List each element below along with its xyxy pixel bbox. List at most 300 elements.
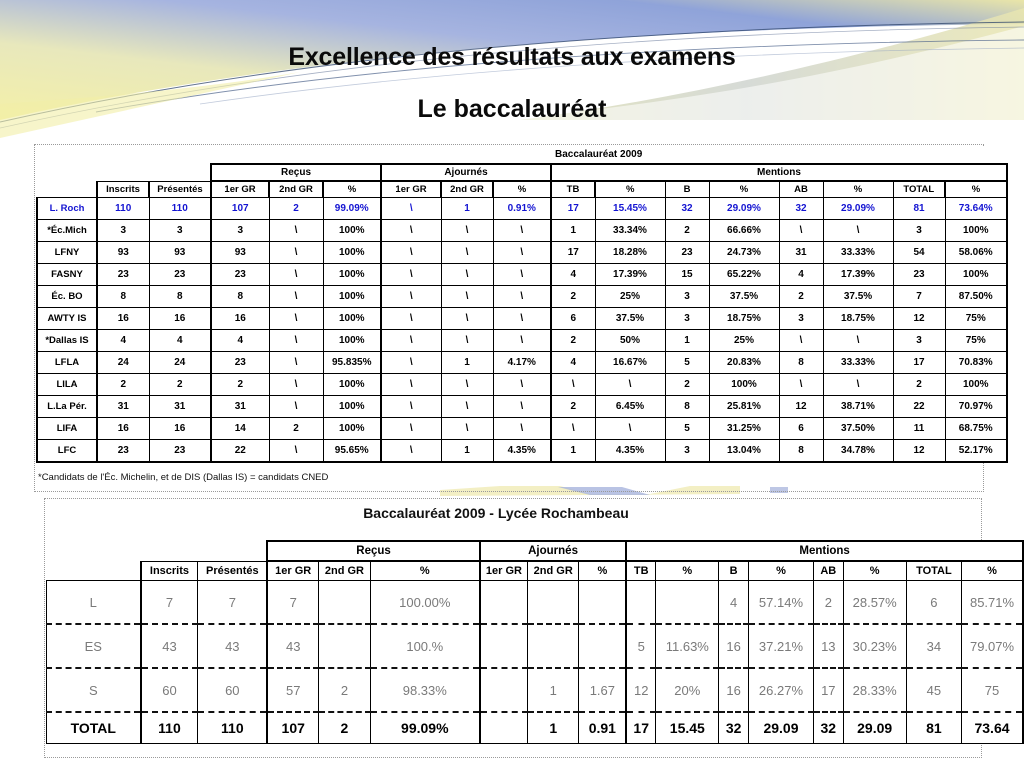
cell-ajournes-1er: [480, 668, 528, 712]
cell-ajournes-1er: \: [381, 286, 441, 308]
cell-ab: 31: [779, 242, 823, 264]
cell-b: 3: [665, 440, 709, 463]
table-row: [37, 198, 1007, 220]
cell-ab-pct: 34.78%: [823, 440, 893, 463]
cell-recus-2nd: \: [269, 330, 323, 352]
t2-group-blank-presentes: [198, 541, 267, 561]
cell-b-pct: 37.21%: [748, 624, 813, 668]
table-row: [37, 396, 1007, 418]
cell-tb-pct: 15.45%: [595, 198, 665, 220]
cell-school: LILA: [37, 374, 97, 396]
cell-recus-1er: 57: [267, 668, 318, 712]
cell-tb-pct: 6.45%: [595, 396, 665, 418]
cell-b-pct: 29.09%: [709, 198, 779, 220]
cell-ab: 12: [779, 396, 823, 418]
t2-group-header-recus: Reçus: [267, 541, 480, 561]
cell-ajournes-1er: \: [381, 352, 441, 374]
cell-presentes: 3: [149, 220, 211, 242]
cell-recus-1er: 93: [211, 242, 269, 264]
t2-col-header-b-pct: %: [748, 561, 813, 581]
cell-recus-pct: 100%: [323, 264, 381, 286]
cell-inscrits: 60: [141, 668, 198, 712]
cell-inscrits: 7: [141, 581, 198, 625]
cell-recus-2nd: \: [269, 286, 323, 308]
cell-b-pct: 29.09: [748, 712, 813, 744]
cell-presentes: 24: [149, 352, 211, 374]
col-header-recus-1er: 1er GR: [211, 181, 269, 198]
cell-total-pct: 79.07%: [962, 624, 1023, 668]
col-header-inscrits: Inscrits: [97, 181, 149, 198]
cell-tb-pct: 11.63%: [656, 624, 719, 668]
table-row: [37, 374, 1007, 396]
cell-inscrits: 4: [97, 330, 149, 352]
cell-ajournes-2nd: \: [441, 330, 493, 352]
cell-b-pct: 25.81%: [709, 396, 779, 418]
cell-ab-pct: 29.09%: [823, 198, 893, 220]
cell-presentes: 23: [149, 440, 211, 463]
cell-tb: 6: [551, 308, 595, 330]
cell-recus-pct: 100%: [323, 374, 381, 396]
cell-ajournes-1er: \: [381, 418, 441, 440]
cell-recus-2nd: 2: [319, 712, 371, 744]
cell-b: 16: [719, 624, 748, 668]
cell-recus-2nd: \: [269, 264, 323, 286]
cell-school: L. Roch: [37, 198, 97, 220]
cell-ajournes-pct: \: [493, 286, 551, 308]
cell-b-pct: 100%: [709, 374, 779, 396]
cell-ajournes-pct: [579, 624, 626, 668]
cell-tb: 12: [626, 668, 655, 712]
cell-ajournes-2nd: \: [441, 242, 493, 264]
cell-tb-pct: 16.67%: [595, 352, 665, 374]
cell-ab-pct: 29.09: [843, 712, 906, 744]
cell-school: LIFA: [37, 418, 97, 440]
cell-total-pct: 100%: [945, 264, 1007, 286]
cell-total-pct: 85.71%: [962, 581, 1023, 625]
cell-presentes: 43: [198, 624, 267, 668]
cell-recus-2nd: 2: [269, 198, 323, 220]
cell-ab: \: [779, 330, 823, 352]
cell-ajournes-pct: [579, 581, 626, 625]
cell-b: 15: [665, 264, 709, 286]
cell-serie: L: [47, 581, 141, 625]
cell-ajournes-2nd: \: [441, 396, 493, 418]
cell-presentes: 110: [149, 198, 211, 220]
cell-recus-1er: 43: [267, 624, 318, 668]
cell-recus-pct: 100.%: [370, 624, 480, 668]
col-header-recus-pct: %: [323, 181, 381, 198]
cell-b-pct: 13.04%: [709, 440, 779, 463]
cell-recus-1er: 22: [211, 440, 269, 463]
table-row: [37, 220, 1007, 242]
cell-total-pct: 52.17%: [945, 440, 1007, 463]
table1-caption: Baccalauréat 2009: [555, 149, 643, 160]
cell-total-pct: 100%: [945, 374, 1007, 396]
cell-ab-pct: 17.39%: [823, 264, 893, 286]
cell-inscrits: 23: [97, 440, 149, 463]
group-header-ajournes: Ajournés: [381, 164, 551, 181]
col-header-ajournes-pct: %: [493, 181, 551, 198]
cell-ajournes-pct: \: [493, 308, 551, 330]
cell-inscrits: 110: [97, 198, 149, 220]
cell-b-pct: 20.83%: [709, 352, 779, 374]
cell-tb: \: [551, 418, 595, 440]
col-header-b-pct: %: [709, 181, 779, 198]
cell-recus-pct: 95.65%: [323, 440, 381, 463]
cell-ab: 8: [779, 440, 823, 463]
table-row: [37, 440, 1007, 463]
col-header-ajournes-1er: 1er GR: [381, 181, 441, 198]
cell-ajournes-pct: \: [493, 374, 551, 396]
cell-inscrits: 23: [97, 264, 149, 286]
cell-ajournes-1er: [480, 581, 528, 625]
cell-ajournes-1er: \: [381, 330, 441, 352]
table-row: [37, 418, 1007, 440]
table-row: [47, 712, 1024, 744]
cell-recus-pct: 100%: [323, 418, 381, 440]
cell-tb-pct: \: [595, 374, 665, 396]
col-header-ab-pct: %: [823, 181, 893, 198]
cell-ajournes-2nd: 1: [527, 712, 579, 744]
cell-ajournes-1er: \: [381, 440, 441, 463]
cell-serie: S: [47, 668, 141, 712]
cell-inscrits: 3: [97, 220, 149, 242]
cell-b-pct: 66.66%: [709, 220, 779, 242]
cell-total: 12: [893, 308, 945, 330]
t2-col-header-tb: TB: [626, 561, 655, 581]
cell-ajournes-2nd: \: [441, 308, 493, 330]
cell-ab-pct: 38.71%: [823, 396, 893, 418]
cell-presentes: 16: [149, 418, 211, 440]
cell-total-pct: 58.06%: [945, 242, 1007, 264]
cell-tb: 1: [551, 220, 595, 242]
cell-total-pct: 73.64%: [945, 198, 1007, 220]
cell-ajournes-pct: \: [493, 418, 551, 440]
cell-recus-pct: 100%: [323, 220, 381, 242]
cell-ajournes-2nd: [527, 581, 579, 625]
cell-presentes: 23: [149, 264, 211, 286]
table2-title: Baccalauréat 2009 - Lycée Rochambeau: [363, 505, 629, 521]
cell-presentes: 2: [149, 374, 211, 396]
table1-caption-row: [37, 146, 1007, 164]
cell-ajournes-1er: \: [381, 396, 441, 418]
cell-ajournes-2nd: 1: [527, 668, 579, 712]
cell-ajournes-2nd: 1: [441, 198, 493, 220]
cell-tb: 2: [551, 286, 595, 308]
slide-titles: [0, 44, 1024, 123]
cell-total: 3: [893, 220, 945, 242]
cell-ajournes-pct: \: [493, 242, 551, 264]
cell-tb: 2: [551, 396, 595, 418]
cell-b-pct: 31.25%: [709, 418, 779, 440]
cell-ab-pct: 37.50%: [823, 418, 893, 440]
group-header-recus: Reçus: [211, 164, 381, 181]
cell-inscrits: 31: [97, 396, 149, 418]
cell-recus-2nd: \: [269, 396, 323, 418]
cell-recus-1er: 31: [211, 396, 269, 418]
cell-b: 8: [665, 396, 709, 418]
cell-b: 1: [665, 330, 709, 352]
cell-tb-pct: 4.35%: [595, 440, 665, 463]
col-header-recus-2nd: 2nd GR: [269, 181, 323, 198]
t2-group-blank-serie: [47, 541, 141, 561]
cell-b-pct: 37.5%: [709, 286, 779, 308]
group-header-mentions: Mentions: [551, 164, 1007, 181]
cell-ab-pct: 28.33%: [843, 668, 906, 712]
t2-col-header-total: TOTAL: [906, 561, 961, 581]
cell-ab: 6: [779, 418, 823, 440]
cell-recus-2nd: \: [269, 242, 323, 264]
cell-tb: 17: [551, 242, 595, 264]
cell-b-pct: 65.22%: [709, 264, 779, 286]
cell-total-pct: 68.75%: [945, 418, 1007, 440]
cell-tb: 17: [626, 712, 655, 744]
cell-recus-2nd: \: [269, 220, 323, 242]
cell-tb-pct: 33.34%: [595, 220, 665, 242]
cell-total: 12: [893, 440, 945, 463]
t2-col-header-presentes: Présentés: [198, 561, 267, 581]
cell-b-pct: 26.27%: [748, 668, 813, 712]
cell-recus-1er: 23: [211, 352, 269, 374]
group-blank-presentes: [149, 164, 211, 181]
cell-tb: 5: [626, 624, 655, 668]
cell-b: 3: [665, 286, 709, 308]
cell-ajournes-pct: 4.35%: [493, 440, 551, 463]
col-header-ajournes-2nd: 2nd GR: [441, 181, 493, 198]
cell-recus-1er: 7: [267, 581, 318, 625]
cell-ajournes-1er: \: [381, 374, 441, 396]
cell-recus-1er: 16: [211, 308, 269, 330]
cell-inscrits: 16: [97, 418, 149, 440]
cell-total-pct: 75%: [945, 308, 1007, 330]
t2-col-header-ajournes-2nd: 2nd GR: [527, 561, 579, 581]
cell-b: 23: [665, 242, 709, 264]
cell-ab-pct: 28.57%: [843, 581, 906, 625]
col-header-ab: AB: [779, 181, 823, 198]
col-header-total-pct: %: [945, 181, 1007, 198]
cell-school: *Éc.Mich: [37, 220, 97, 242]
t2-group-header-ajournes: Ajournés: [480, 541, 626, 561]
cell-total: 3: [893, 330, 945, 352]
cell-ajournes-2nd: \: [441, 264, 493, 286]
cell-ajournes-1er: [480, 624, 528, 668]
cell-school: *Dallas IS: [37, 330, 97, 352]
cell-b: 32: [719, 712, 748, 744]
cell-presentes: 110: [198, 712, 267, 744]
cell-total: 2: [893, 374, 945, 396]
cell-presentes: 16: [149, 308, 211, 330]
cell-ab-pct: 30.23%: [843, 624, 906, 668]
cell-total-pct: 75: [962, 668, 1023, 712]
cell-recus-pct: 99.09%: [323, 198, 381, 220]
t2-group-blank-inscrits: [141, 541, 198, 561]
cell-inscrits: 8: [97, 286, 149, 308]
cell-recus-pct: 99.09%: [370, 712, 480, 744]
cell-presentes: 4: [149, 330, 211, 352]
cell-total: 17: [893, 352, 945, 374]
cell-tb-pct: 17.39%: [595, 264, 665, 286]
t2-col-header-ajournes-pct: %: [579, 561, 626, 581]
cell-recus-1er: 4: [211, 330, 269, 352]
table-row: [37, 352, 1007, 374]
cell-tb: \: [551, 374, 595, 396]
cell-b-pct: 25%: [709, 330, 779, 352]
table2-container: [46, 540, 1024, 744]
cell-recus-pct: 98.33%: [370, 668, 480, 712]
caption-spacer: [37, 146, 551, 164]
cell-recus-pct: 100.00%: [370, 581, 480, 625]
t2-group-header-mentions: Mentions: [626, 541, 1023, 561]
cell-ab: 32: [779, 198, 823, 220]
cell-ajournes-pct: 4.17%: [493, 352, 551, 374]
cell-b: 2: [665, 220, 709, 242]
cell-total: 7: [893, 286, 945, 308]
t2-col-header-recus-pct: %: [370, 561, 480, 581]
cell-recus-2nd: \: [269, 352, 323, 374]
cell-b: 4: [719, 581, 748, 625]
cell-inscrits: 43: [141, 624, 198, 668]
cell-inscrits: 24: [97, 352, 149, 374]
cell-presentes: 8: [149, 286, 211, 308]
cell-ab: 17: [814, 668, 843, 712]
cell-ajournes-1er: \: [381, 198, 441, 220]
bac-2009-rochambeau-table: [46, 540, 1024, 744]
cell-b-pct: 24.73%: [709, 242, 779, 264]
cell-recus-2nd: 2: [319, 668, 371, 712]
col-header-tb-pct: %: [595, 181, 665, 198]
cell-total: 54: [893, 242, 945, 264]
cell-recus-1er: 8: [211, 286, 269, 308]
cell-tb: [626, 581, 655, 625]
cell-school: LFLA: [37, 352, 97, 374]
cell-tb-pct: 25%: [595, 286, 665, 308]
cell-total-pct: 75%: [945, 330, 1007, 352]
bac-2009-by-school-table: [36, 146, 1008, 463]
cell-total: 6: [906, 581, 961, 625]
cell-ab-pct: 33.33%: [823, 352, 893, 374]
cell-tb: 17: [551, 198, 595, 220]
cell-total-pct: 87.50%: [945, 286, 1007, 308]
cell-ab-pct: \: [823, 330, 893, 352]
cell-ab-pct: 37.5%: [823, 286, 893, 308]
cell-inscrits: 93: [97, 242, 149, 264]
cell-ab: 32: [814, 712, 843, 744]
cell-ab: \: [779, 374, 823, 396]
t2-col-header-ab: AB: [814, 561, 843, 581]
cell-ajournes-pct: 0.91%: [493, 198, 551, 220]
cell-total: 11: [893, 418, 945, 440]
cell-total-pct: 100%: [945, 220, 1007, 242]
cell-b-pct: 18.75%: [709, 308, 779, 330]
cell-ajournes-2nd: \: [441, 418, 493, 440]
cell-ab-pct: \: [823, 220, 893, 242]
cell-total: 81: [906, 712, 961, 744]
table-row: [37, 330, 1007, 352]
cell-b: 32: [665, 198, 709, 220]
cell-inscrits: 16: [97, 308, 149, 330]
t2-col-header-recus-1er: 1er GR: [267, 561, 318, 581]
cell-ajournes-2nd: \: [441, 286, 493, 308]
col-header-presentes: Présentés: [149, 181, 211, 198]
cell-ajournes-2nd: [527, 624, 579, 668]
t2-col-header-ab-pct: %: [843, 561, 906, 581]
cell-ajournes-2nd: 1: [441, 440, 493, 463]
cell-ajournes-pct: \: [493, 330, 551, 352]
cell-ajournes-1er: \: [381, 264, 441, 286]
page-title: Excellence des résultats aux examens: [288, 43, 736, 71]
cell-tb-pct: \: [595, 418, 665, 440]
cell-recus-1er: 3: [211, 220, 269, 242]
cell-b-pct: 57.14%: [748, 581, 813, 625]
cell-ab: 13: [814, 624, 843, 668]
cell-ajournes-2nd: \: [441, 220, 493, 242]
cell-school: LFC: [37, 440, 97, 463]
cell-school: L.La Pér.: [37, 396, 97, 418]
cell-ab: 3: [779, 308, 823, 330]
cell-total: 45: [906, 668, 961, 712]
cell-b: 3: [665, 308, 709, 330]
cell-recus-1er: 2: [211, 374, 269, 396]
cell-ab: 2: [779, 286, 823, 308]
cell-ajournes-pct: \: [493, 396, 551, 418]
cell-serie: ES: [47, 624, 141, 668]
cell-ab: 4: [779, 264, 823, 286]
cell-recus-pct: 100%: [323, 286, 381, 308]
cell-recus-pct: 100%: [323, 242, 381, 264]
col-header-school: [37, 181, 97, 198]
t2-col-header-recus-2nd: 2nd GR: [319, 561, 371, 581]
cell-total-pct: 73.64: [962, 712, 1023, 744]
cell-ab: \: [779, 220, 823, 242]
cell-ab-pct: 18.75%: [823, 308, 893, 330]
cell-b: 16: [719, 668, 748, 712]
cell-ajournes-1er: [480, 712, 528, 744]
cell-tb-pct: 37.5%: [595, 308, 665, 330]
cell-b: 5: [665, 352, 709, 374]
cell-b: 2: [665, 374, 709, 396]
cell-ajournes-pct: \: [493, 264, 551, 286]
page-subtitle: Le baccalauréat: [417, 94, 607, 123]
cell-ajournes-pct: 0.91: [579, 712, 626, 744]
table-row: [37, 286, 1007, 308]
cell-total: 22: [893, 396, 945, 418]
table-row: [37, 308, 1007, 330]
cell-inscrits: 110: [141, 712, 198, 744]
cell-total: 81: [893, 198, 945, 220]
table-row: [47, 668, 1024, 712]
table1-header-row: [37, 181, 1007, 198]
cell-recus-1er: 14: [211, 418, 269, 440]
table1-container: [36, 146, 1008, 463]
table2-group-header-row: [47, 541, 1024, 561]
table-row: [37, 264, 1007, 286]
cell-total-pct: 70.97%: [945, 396, 1007, 418]
cell-ajournes-2nd: \: [441, 374, 493, 396]
cell-ajournes-pct: \: [493, 220, 551, 242]
t2-col-header-ajournes-1er: 1er GR: [480, 561, 528, 581]
cell-tb-pct: 20%: [656, 668, 719, 712]
cell-recus-2nd: [319, 581, 371, 625]
col-header-total: TOTAL: [893, 181, 945, 198]
t2-col-header-tb-pct: %: [656, 561, 719, 581]
cell-recus-1er: 107: [267, 712, 318, 744]
cell-presentes: 7: [198, 581, 267, 625]
cell-recus-pct: 95.835%: [323, 352, 381, 374]
cell-school: FASNY: [37, 264, 97, 286]
group-blank-school: [37, 164, 97, 181]
t2-col-header-total-pct: %: [962, 561, 1023, 581]
cell-total-pct: 70.83%: [945, 352, 1007, 374]
